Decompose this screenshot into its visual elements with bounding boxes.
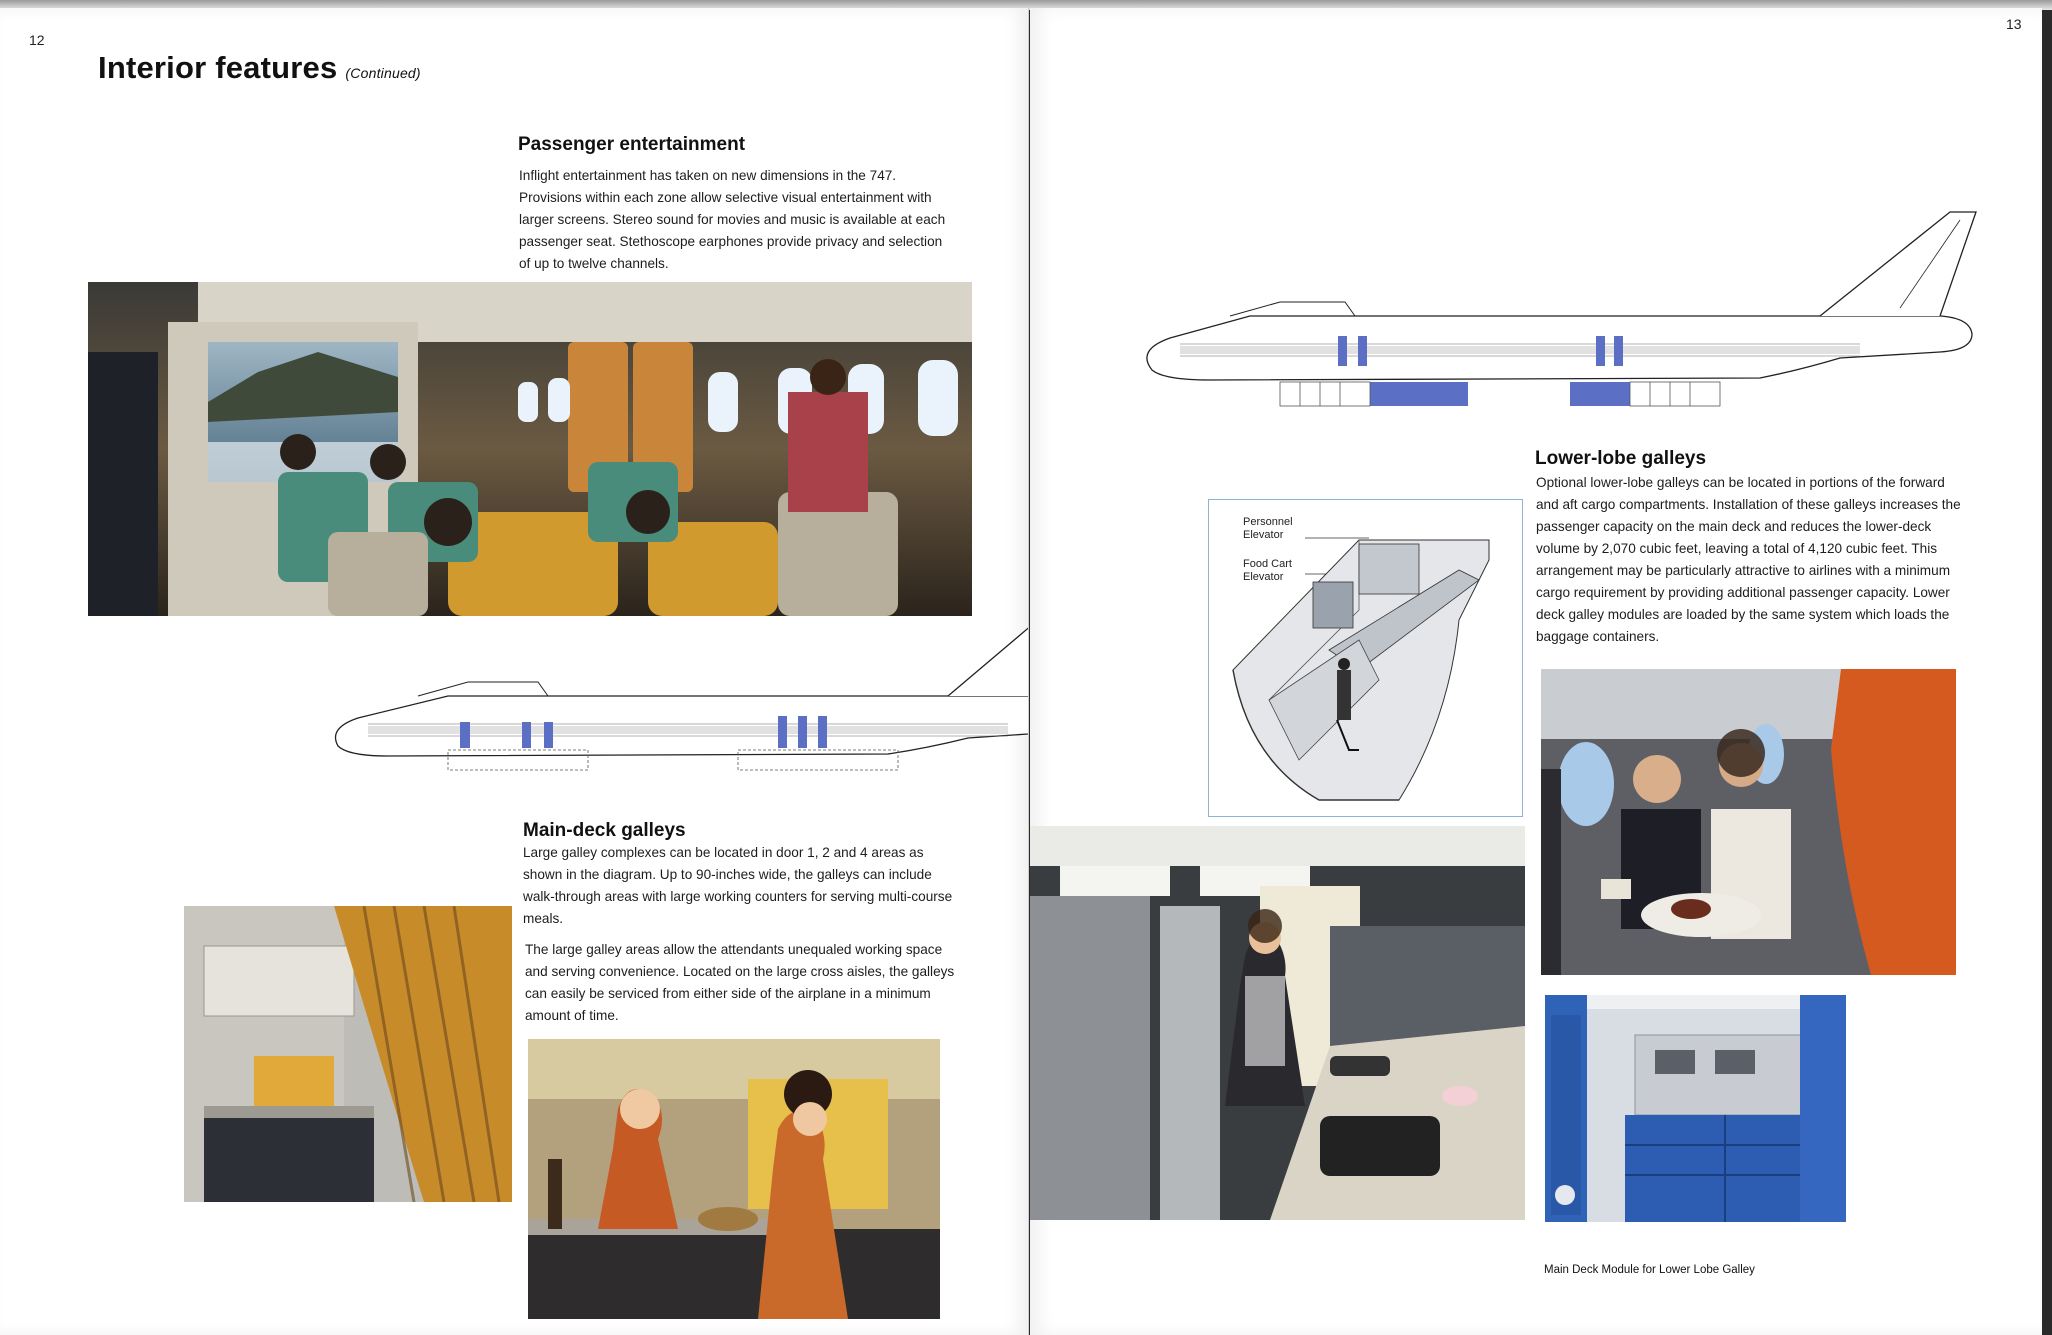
page-title — [98, 50, 421, 86]
page-title-text: Interior features — [98, 50, 338, 85]
lower-galley-attendant-photo — [1030, 826, 1525, 1220]
galley-curtain-photo — [184, 906, 512, 1202]
attendants-galley-photo — [528, 1039, 940, 1319]
main-deck-paragraph-1: Large galley complexes can be located in door 1, 2 and 4 areas as shown in the diagram. Up to 90-inches wide, the galleys can include walk-through areas with large working counters for serving multi-course meals. — [523, 845, 953, 926]
galley-cutaway-inset — [1208, 499, 1523, 817]
page-number-right: 13 — [2006, 16, 2022, 32]
page-title-suffix: (Continued) — [345, 65, 421, 81]
cabin-entertainment-photo — [88, 282, 972, 616]
main-deck-heading: Main-deck galleys — [523, 820, 686, 841]
lower-lobe-galley-diagram — [1140, 200, 2000, 420]
lower-lobe-text: Optional lower-lobe galleys can be located in portions of the forward and aft cargo compartments. Installation of these galleys increases the passenger capacity on the main deck and reduces the lower-deck volume by 2,070 cubic feet, leaving a total of 4,120 cubic feet. This arrangement may be particularly attractive to airlines with a minimum cargo requirement by providing additional passenger capacity. Lower deck galley modules are loaded by the same system which loads the baggage containers. — [1536, 475, 1961, 644]
entertainment-text: Inflight entertainment has taken on new dimensions in the 747. Provisions within each zone allow selective visual entertainment with larger screens. Stereo sound for movies and music is available at each passenger seat. Stethoscope earphones provide privacy and selection of up to twelve channels. — [519, 168, 946, 271]
lower-lobe-heading: Lower-lobe galleys — [1535, 448, 1707, 469]
main-deck-paragraph-2: The large galley areas allow the attendants unequaled working space and serving convenience. Located on the large cross aisles, the galleys can easily be serviced from either side of the airplane in a minimum amount of time. — [525, 942, 955, 1023]
passenger-meal-service-photo — [1541, 669, 1956, 975]
main-deck-module-photo — [1545, 995, 1846, 1222]
cutaway-drawing — [1209, 500, 1522, 816]
main-deck-galley-diagram — [328, 578, 1029, 788]
entertainment-heading: Passenger entertainment — [518, 134, 746, 155]
personnel-elevator-label: Personnel Elevator — [1243, 516, 1293, 541]
page-number-left: 12 — [29, 32, 45, 48]
module-caption: Main Deck Module for Lower Lobe Galley — [1544, 1264, 1755, 1276]
right-page — [1030, 8, 2042, 1335]
food-cart-elevator-label: Food Cart Elevator — [1243, 558, 1292, 583]
left-page — [0, 8, 1029, 1335]
